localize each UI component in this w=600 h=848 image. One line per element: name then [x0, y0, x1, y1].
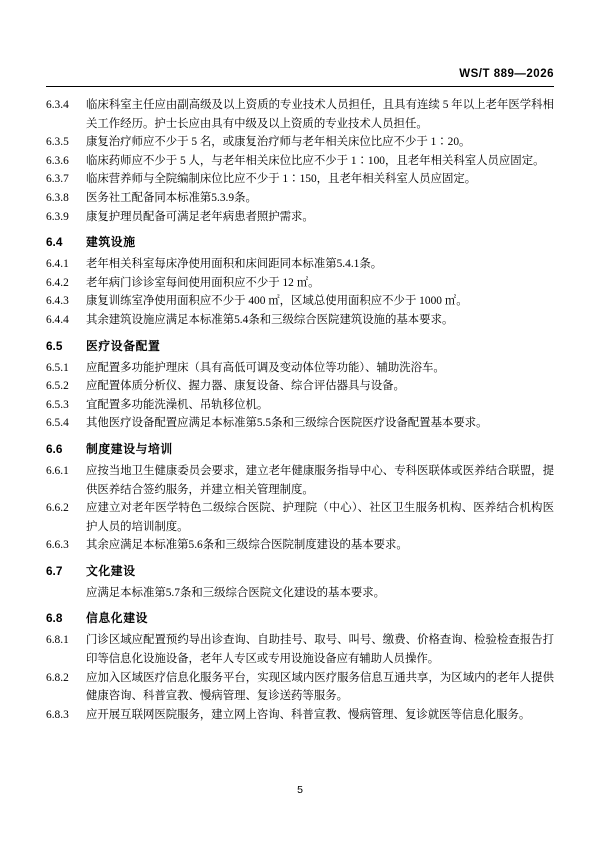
clause-text: 其余应满足本标准第5.6条和三级综合医院制度建设的基本要求。 [86, 539, 408, 552]
clause-6-5-3 [46, 396, 554, 415]
clause-text: 其余建筑设施应满足本标准第5.4条和三级综合医院建筑设施的基本要求。 [86, 313, 454, 326]
clause-number: 6.3.5 [46, 136, 69, 149]
clause-text: 应建立对老年医学特色二级综合医院、护理院（中心）、社区卫生服务机构、医养结合机构医护人员的培训制度。 [86, 502, 554, 533]
section-title: 建筑设施 [86, 235, 136, 250]
section-number: 6.8 [46, 611, 63, 626]
clause-text: 宜配置多功能洗澡机、吊轨移位机。 [86, 398, 269, 411]
clause-number: 6.5.4 [46, 417, 69, 430]
clause-text: 临床营养师与全院编制床位比应不少于 1∶150，且老年相关科室人员应固定。 [86, 173, 477, 186]
section-heading-6-5 [46, 337, 554, 356]
clause-number: 6.8.3 [46, 708, 69, 721]
clause-6-5-1 [46, 359, 554, 378]
page-content [46, 96, 554, 724]
section-heading-6-6 [46, 440, 554, 459]
clause-number: 6.3.6 [46, 154, 69, 167]
clause-6-8-1 [46, 631, 554, 668]
clause-text: 临床药师应不少于 5 人，与老年相关床位比应不少于 1∶100，且老年相关科室人员应固定。 [86, 154, 545, 167]
clause-6-6-2 [46, 499, 554, 536]
clause-6-4-1 [46, 255, 554, 274]
clause-text: 康复训练室净使用面积应不少于 400 ㎡，区域总使用面积应不少于 1000 ㎡。 [86, 295, 468, 308]
clause-number: 6.3.8 [46, 191, 69, 204]
clause-6-8-2 [46, 669, 554, 706]
clause-text: 应开展互联网医院服务，建立网上咨询、科普宣教、慢病管理、复诊就医等信息化服务。 [86, 708, 531, 721]
clause-6-3-9 [46, 208, 554, 227]
clause-number: 6.6.2 [46, 502, 69, 515]
clause-text: 老年相关科室每床净使用面积和床间距同本标准第5.4.1条。 [86, 258, 383, 271]
page-number: 5 [297, 784, 303, 796]
section-title: 文化建设 [86, 563, 136, 578]
section-title: 医疗设备配置 [86, 338, 161, 353]
clause-text: 应配置体质分析仪、握力器、康复设备、综合评估器具与设备。 [86, 380, 405, 393]
clause-number: 6.4.4 [46, 313, 69, 326]
section-title: 制度建设与培训 [86, 441, 173, 456]
paragraph-6-7: 应满足本标准第5.7条和三级综合医院文化建设的基本要求。 [86, 586, 386, 599]
clause-number: 6.8.1 [46, 634, 69, 647]
clause-6-4-2 [46, 274, 554, 293]
section-heading-6-8 [46, 609, 554, 628]
clause-number: 6.6.3 [46, 539, 69, 552]
section-number: 6.4 [46, 235, 63, 250]
clause-text: 医务社工配备同本标准第5.3.9条。 [86, 191, 257, 204]
clause-6-8-3 [46, 706, 554, 725]
clause-number: 6.3.9 [46, 210, 69, 223]
section-number: 6.6 [46, 441, 63, 456]
clause-6-4-4 [46, 311, 554, 330]
clause-number: 6.8.2 [46, 671, 69, 684]
clause-number: 6.4.2 [46, 276, 69, 289]
clause-number: 6.4.1 [46, 258, 69, 271]
clause-text: 应配置多功能护理床（具有高低可调及变动体位等功能）、辅助洗浴车。 [86, 361, 445, 374]
clause-text: 门诊区域应配置预约导出诊查询、自助挂号、取号、叫号、缴费、价格查询、检验检查报告打印等信息化设施设备，老年人专区或专用设施设备应有辅助人员操作。 [86, 634, 554, 666]
clause-6-3-4 [46, 96, 554, 133]
clause-6-3-8 [46, 189, 554, 208]
clause-6-5-4 [46, 414, 554, 433]
clause-text: 康复护理员配备可满足老年病患者照护需求。 [86, 210, 314, 223]
clause-text: 康复治疗师应不少于 5 名，或康复治疗师与老年相关床位比应不少于 1∶20。 [86, 136, 471, 149]
clause-number: 6.3.4 [46, 99, 69, 111]
page-header-standard-code: WS/T 889—2026 [459, 68, 554, 80]
clause-6-3-6 [46, 152, 554, 171]
clause-text: 其他医疗设备配置应满足本标准第5.5条和三级综合医院医疗设备配置基本要求。 [86, 417, 488, 430]
clause-text: 临床科室主任应由副高级及以上资质的专业技术人员担任，且具有连续 5 年以上老年医学科相关工作经历。护士长应由具有中级及以上资质的专业技术人员担任。 [86, 99, 554, 130]
clause-number: 6.5.2 [46, 380, 69, 393]
section-title: 信息化建设 [86, 611, 148, 626]
section-number: 6.5 [46, 338, 63, 353]
section-heading-6-4 [46, 233, 554, 252]
clause-6-4-3 [46, 292, 554, 311]
clause-number: 6.5.3 [46, 398, 69, 411]
clause-text: 应按当地卫生健康委员会要求，建立老年健康服务指导中心、专科医联体或医养结合联盟，提供医养结合签约服务，并建立相关管理制度。 [86, 464, 554, 496]
header-divider [46, 86, 554, 87]
clause-6-3-7 [46, 170, 554, 189]
clause-number: 6.4.3 [46, 295, 69, 308]
clause-text: 老年病门诊诊室每间使用面积应不少于 12 ㎡。 [86, 276, 320, 289]
clause-6-5-2 [46, 377, 554, 396]
clause-6-6-3 [46, 536, 554, 555]
clause-number: 6.3.7 [46, 173, 69, 186]
clause-6-6-1 [46, 462, 554, 499]
clause-number: 6.5.1 [46, 361, 69, 374]
clause-text: 应加入区域医疗信息化服务平台，实现区域内医疗服务信息互通共享，为区域内的老年人提供健康咨询、科普宣教、慢病管理、复诊送药等服务。 [86, 671, 554, 703]
section-heading-6-7 [46, 562, 554, 581]
clause-number: 6.6.1 [46, 464, 69, 477]
clause-6-3-5 [46, 133, 554, 152]
section-number: 6.7 [46, 563, 63, 578]
